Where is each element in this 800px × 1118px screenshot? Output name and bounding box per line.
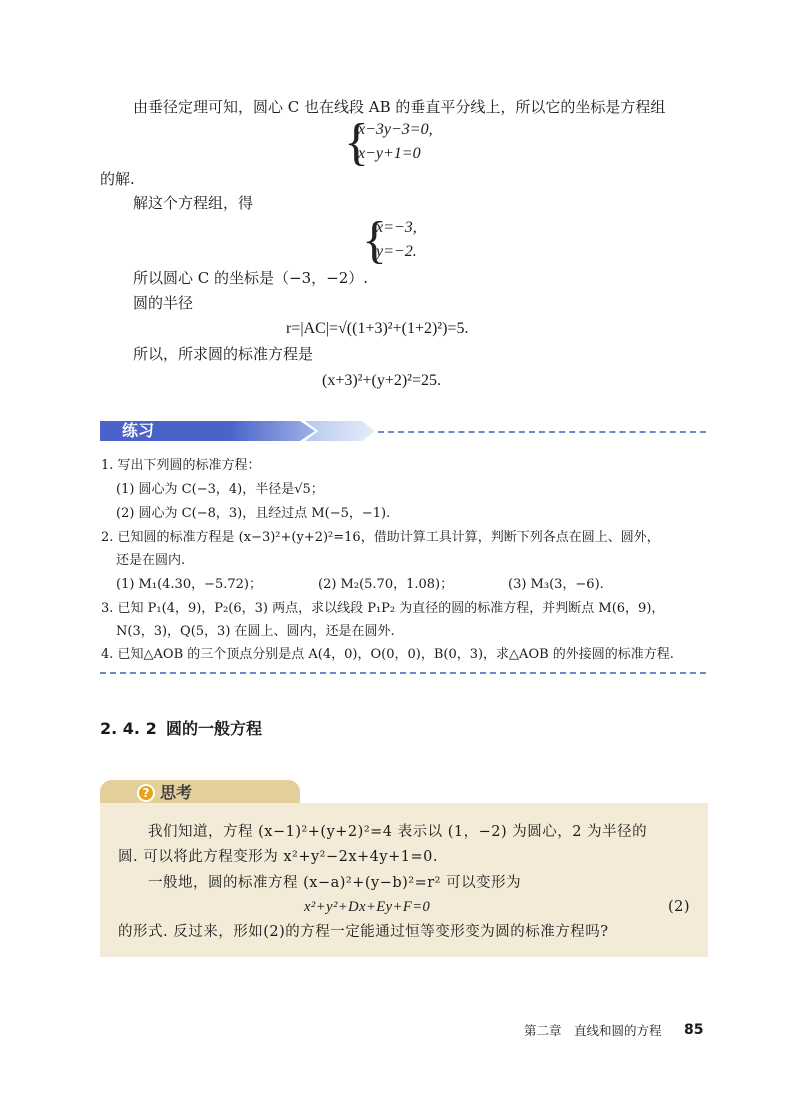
exercise-q1: 1. 写出下列圆的标准方程：: [101, 458, 261, 473]
exercise-q1-1: (1) 圆心为 C(−3，4)，半径是√5；: [116, 482, 324, 497]
system2-eq2: y=−2.: [376, 243, 417, 260]
exercise-q2-line2: 还是在圆内.: [116, 553, 186, 568]
radius-equation: r=|AC|=√((1+3)²+(1+2)²)=5.: [286, 320, 469, 337]
dashed-divider: [378, 431, 706, 433]
think-title: 思考: [160, 783, 193, 802]
exercise-q3-line2: N(3，3)，Q(5，3) 在圆上、圆内，还是在圆外.: [116, 624, 395, 639]
exercise-q4: 4. 已知△AOB 的三个顶点分别是点 A(4，0)，O(0，0)，B(0，3)，求△AOB 的外接圆的标准方程.: [101, 647, 674, 662]
intro-text: 由垂径定理可知，圆心 C 也在线段 AB 的垂直平分线上，所以它的坐标是方程组: [133, 98, 666, 116]
solve-text: 解这个方程组，得: [133, 194, 254, 212]
think-tab: [100, 780, 300, 804]
exercise-q2-1: (1) M₁(4.30，−5.72)；: [116, 577, 262, 592]
system1-eq1: x−3y−3=0,: [358, 121, 433, 138]
think-paragraph3: 的形式. 反过来，形如(2)的方程一定能通过恒等变形变为圆的标准方程吗?: [118, 924, 609, 940]
equation-number: (2): [668, 899, 691, 915]
left-brace: {: [344, 114, 369, 171]
think-paragraph1-line1: 我们知道，方程 (x−1)²+(y+2)²=4 表示以 (1，−2) 为圆心，2 为半径的: [148, 824, 648, 840]
system2-eq1: x=−3,: [376, 219, 417, 236]
footer-chapter: 第二章 直线和圆的方程: [524, 1023, 662, 1038]
exercise-q2-3: (3) M₃(3，−6).: [508, 577, 604, 592]
section-title: 圆的一般方程: [166, 719, 263, 738]
left-brace: {: [362, 212, 387, 269]
question-icon: ?: [137, 784, 155, 802]
standard-equation: (x+3)²+(y+2)²=25.: [322, 372, 441, 389]
exercise-q3-line1: 3. 已知 P₁(4，9)，P₂(6，3) 两点，求以线段 P₁P₂ 为直径的圆的标准方程，并判断点 M(6，9)，: [101, 601, 665, 616]
exercise-q2-2: (2) M₂(5.70，1.08)；: [318, 577, 454, 592]
think-paragraph2: 一般地，圆的标准方程 (x−a)²+(y−b)²=r² 可以变形为: [148, 875, 522, 891]
dashed-divider: [100, 672, 706, 674]
center-text: 所以圆心 C 的坐标是（−3，−2）.: [133, 269, 369, 287]
exercise-banner-title: 练习: [122, 421, 155, 440]
exercise-q1-2: (2) 圆心为 C(−8，3)，且经过点 M(−5，−1).: [116, 506, 391, 521]
section-number: 2. 4. 2: [100, 719, 157, 738]
general-equation: x²+y²+Dx+Ey+F=0: [304, 899, 431, 915]
think-paragraph1-line2: 圆. 可以将此方程变形为 x²+y²−2x+4y+1=0.: [118, 849, 438, 865]
exercise-q2-line1: 2. 已知圆的标准方程是 (x−3)²+(y+2)²=16，借助计算工具计算，判断下列各点在圆上、圆外，: [101, 530, 660, 545]
page-number: 85: [684, 1022, 704, 1038]
radius-label: 圆的半径: [133, 294, 194, 312]
of-solution-text: 的解.: [100, 170, 135, 188]
conclusion-text: 所以，所求圆的标准方程是: [133, 345, 314, 363]
system1-eq2: x−y+1=0: [358, 145, 421, 162]
